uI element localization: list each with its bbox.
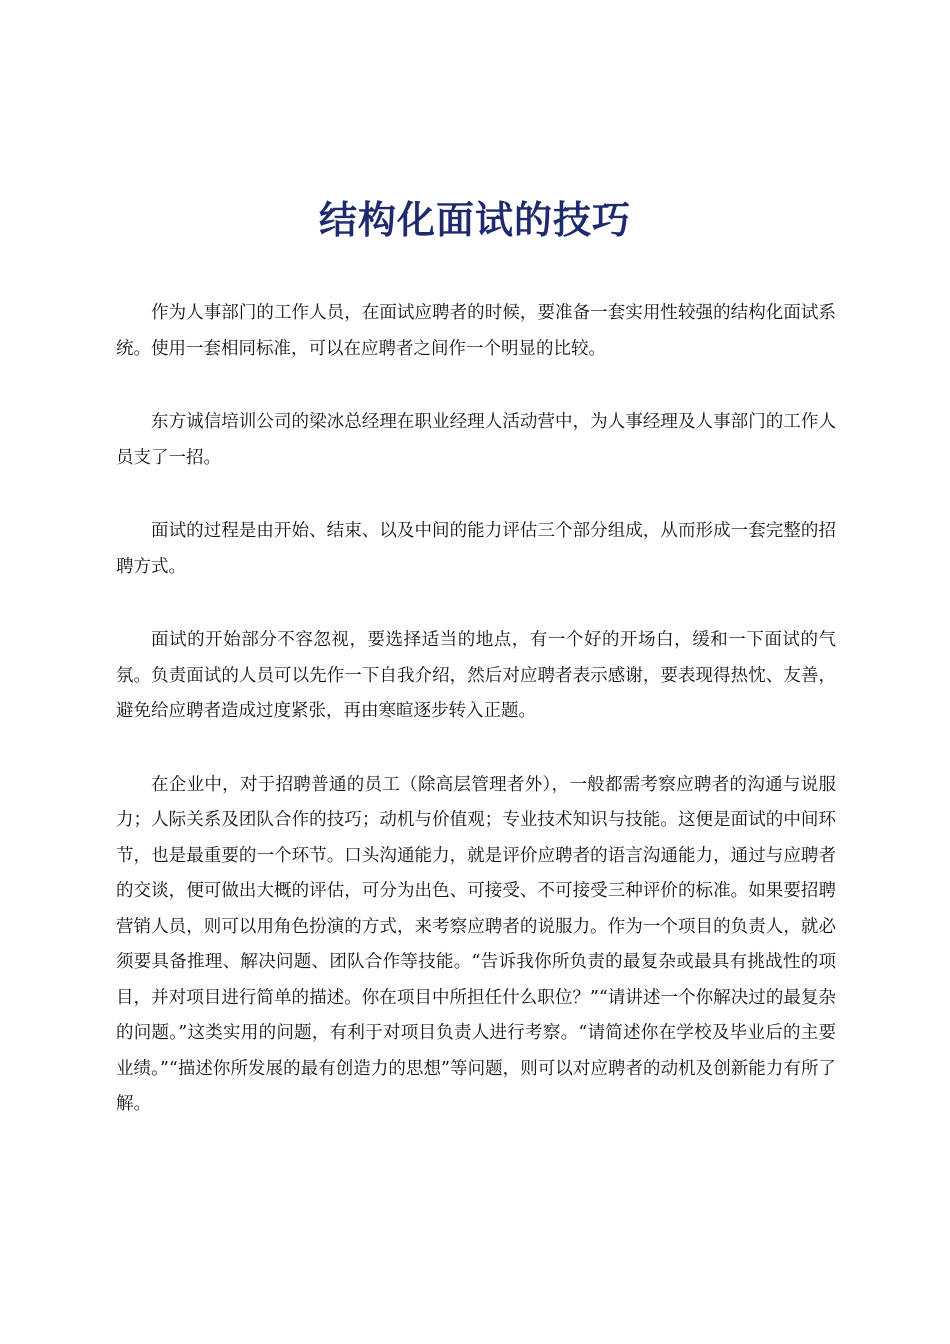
document-body [116, 296, 836, 1161]
paragraph-process: 面试的过程是由开始、结束、以及中间的能力评估三个部分组成，从而形成一套完整的招聘方式。 [116, 521, 836, 577]
paragraph-middle: 在企业中，对于招聘普通的员工（除高层管理者外），一般都需考察应聘者的沟通与说服力；人际关系及团队合作的技巧；动机与价值观；专业技术知识与技能。这便是面试的中间环节，也是最重要的一个环节。口头沟通能力，就是评价应聘者的语言沟通能力，通过与应聘者的交谈，便可做出大概的评估，可分为出色、可接受、不可接受三种评价的标准。如果要招聘营销人员，则可以用角色扮演的方式，来考察应聘者的说服力。作为一个项目的负责人，就必须要具备推理、解决问题、团队合作等技能。“告诉我你所负责的最复杂或最具有挑战性的项目，并对项目进行简单的描述。你在项目中所担任什么职位？”“请讲述一个你解决过的最复杂的问题。”这类实用的问题，有利于对项目负责人进行考察。“请简述你在学校及毕业后的主要业绩。”“描述你所发展的最有创造力的思想”等问题，则可以对应聘者的动机及创新能力有所了解。 [116, 774, 836, 1114]
document-title: 结构化面试的技巧 [318, 197, 631, 242]
paragraph-intro: 作为人事部门的工作人员，在面试应聘者的时候，要准备一套实用性较强的结构化面试系统。使用一套相同标准，可以在应聘者之间作一个明显的比较。 [116, 303, 836, 359]
paragraph-opening: 面试的开始部分不容忽视，要选择适当的地点，有一个好的开场白，缓和一下面试的气氛。负责面试的人员可以先作一下自我介绍，然后对应聘者表示感谢，要表现得热忱、友善，避免给应聘者造成过度紧张，再由寒暄逐步转入正题。 [116, 630, 836, 721]
paragraph-source: 东方诚信培训公司的梁冰总经理在职业经理人活动营中，为人事经理及人事部门的工作人员支了一招。 [116, 412, 836, 468]
